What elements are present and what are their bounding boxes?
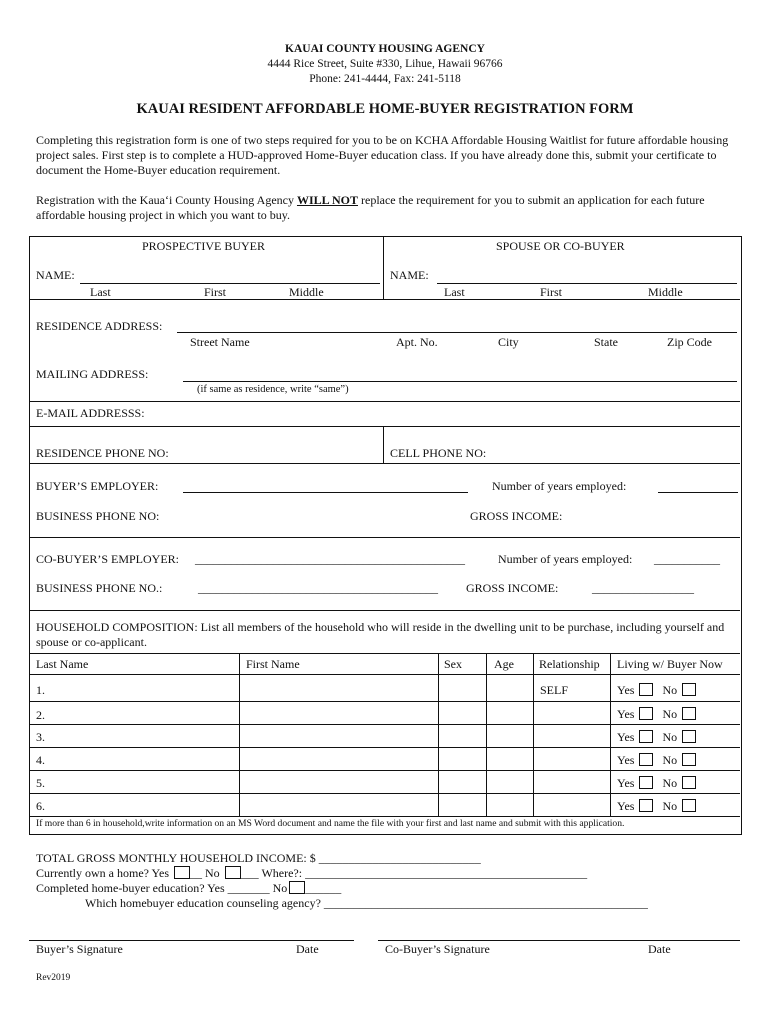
buyer-first-label: First (204, 285, 227, 299)
yes-checkbox[interactable] (639, 730, 653, 743)
th-first-name: First Name (246, 657, 300, 671)
agency-phone: Phone: 241-4444, Fax: 241-5118 (309, 73, 461, 85)
state-label: State (594, 335, 618, 349)
education-line: Completed home-buyer education? Yes _______ No ______ (36, 881, 342, 895)
living-yes-no: Yes No (617, 683, 696, 698)
table-row-rule (29, 747, 740, 748)
own-home-no-checkbox[interactable] (225, 866, 241, 879)
intro-paragraph-1: Completing this registration form is one of two steps required for you to be on KCHA Affordable Housing Waitlist for future affordable housing project sales. First step is to complete a HUD-approved Home-Buyer education class. If you have already done this, submit your certificate to document the Home-Buyer education requirement. (36, 133, 729, 177)
cobuyer-name-label: NAME: (390, 268, 429, 282)
no-checkbox[interactable] (682, 683, 696, 696)
residence-address-label: RESIDENCE ADDRESS: (36, 319, 163, 333)
table-row: 4. (36, 753, 45, 767)
revision-label: Rev2019 (36, 973, 71, 983)
yes-checkbox[interactable] (639, 799, 653, 812)
buyer-signature-field[interactable] (29, 940, 354, 941)
cobuyer-business-phone-label: BUSINESS PHONE NO.: (36, 581, 163, 595)
th-age: Age (494, 657, 514, 671)
col-prospective-buyer: PROSPECTIVE BUYER (142, 239, 266, 253)
no-checkbox[interactable] (682, 753, 696, 766)
cobuyer-last-label: Last (444, 285, 465, 299)
table-row: 2. (36, 708, 45, 722)
row-divider (29, 463, 740, 464)
cobuyer-employer-field[interactable]: _____________________________________________ (195, 552, 465, 566)
buyer-last-label: Last (90, 285, 111, 299)
living-yes-no: Yes No (617, 776, 696, 791)
no-checkbox[interactable] (682, 730, 696, 743)
buyer-name-field[interactable] (80, 283, 380, 284)
intro-paragraph-2: Registration with the Kaua‘i County Housing Agency WILL NOT replace the requirement for you to submit an application for each future affordable housing project in which you want to buy. (36, 193, 705, 222)
th-living-with-buyer: Living w/ Buyer Now (617, 657, 723, 671)
form-title: KAUAI RESIDENT AFFORDABLE HOME-BUYER REGISTRATION FORM (136, 101, 634, 117)
agency-address: 4444 Rice Street, Suite #330, Lihue, Hawaii 96766 (267, 58, 503, 70)
mailing-address-label: MAILING ADDRESS: (36, 367, 149, 381)
table-row-rule (29, 724, 740, 725)
no-checkbox[interactable] (682, 799, 696, 812)
cobuyer-employer-label: CO-BUYER’S EMPLOYER: (36, 552, 180, 566)
table-row-rule (29, 701, 740, 702)
row-divider (29, 610, 740, 611)
phone-column-divider (383, 426, 384, 463)
mailing-address-field[interactable] (183, 381, 737, 382)
street-name-label: Street Name (190, 335, 250, 349)
buyer-signature-label: Buyer’s Signature (36, 942, 123, 956)
relationship-self: SELF (540, 683, 569, 697)
table-row: 3. (36, 730, 45, 744)
col-spouse-cobuyer: SPOUSE OR CO-BUYER (496, 239, 625, 253)
buyer-employer-label: BUYER’S EMPLOYER: (36, 479, 159, 493)
table-row-rule (29, 770, 740, 771)
residence-phone-label: RESIDENCE PHONE NO: (36, 446, 169, 460)
table-row: 1. (36, 683, 45, 697)
yes-checkbox[interactable] (639, 683, 653, 696)
table-row: 5. (36, 776, 45, 790)
buyer-years-employed-label: Number of years employed: (492, 479, 627, 493)
living-yes-no: Yes No (617, 730, 696, 745)
buyer-years-employed-field[interactable] (658, 492, 738, 493)
cobuyer-signature-field[interactable] (378, 940, 740, 941)
buyer-gross-income-label: GROSS INCOME: (470, 509, 563, 523)
living-yes-no: Yes No (617, 707, 696, 722)
cobuyer-gross-income-label: GROSS INCOME: (466, 581, 559, 595)
residence-address-field[interactable] (177, 332, 737, 333)
cobuyer-gross-income-field[interactable]: _________________ (592, 581, 694, 595)
overflow-note: If more than 6 in household,write information on an MS Word document and name the file with your first and last name and submit with this application. (36, 818, 625, 829)
own-home-yes-checkbox[interactable] (174, 866, 190, 879)
yes-checkbox[interactable] (639, 776, 653, 789)
th-sex: Sex (444, 657, 462, 671)
own-home-line: Currently own a home? Yes __ No ___ Where?: _______________________________________________ (36, 866, 588, 880)
row-divider (29, 299, 740, 300)
row-divider (29, 537, 740, 538)
total-income-line[interactable]: TOTAL GROSS MONTHLY HOUSEHOLD INCOME: $ ___________________________ (36, 851, 481, 865)
yes-checkbox[interactable] (639, 707, 653, 720)
mailing-note: (if same as residence, write “same”) (197, 384, 349, 395)
row-divider (29, 401, 740, 402)
living-yes-no: Yes No (617, 799, 696, 814)
email-label: E-MAIL ADDRESSS: (36, 406, 145, 420)
zip-code-label: Zip Code (667, 335, 712, 349)
cobuyer-first-label: First (540, 285, 563, 299)
living-yes-no: Yes No (617, 753, 696, 768)
city-label: City (498, 335, 519, 349)
household-table-top (29, 653, 740, 654)
cell-phone-label: CELL PHONE NO: (390, 446, 487, 460)
education-no-checkbox[interactable] (289, 881, 305, 894)
cobuyer-name-field[interactable] (437, 283, 737, 284)
apt-no-label: Apt. No. (396, 335, 438, 349)
table-row: 6. (36, 799, 45, 813)
agency-name: KAUAI COUNTY HOUSING AGENCY (285, 43, 485, 55)
cobuyer-signature-label: Co-Buyer’s Signature (385, 942, 490, 956)
counseling-agency-line[interactable]: Which homebuyer education counseling agency? ______________________________________________________ (85, 896, 648, 910)
no-checkbox[interactable] (682, 776, 696, 789)
buyer-business-phone-label: BUSINESS PHONE NO: (36, 509, 160, 523)
table-row-rule (29, 816, 740, 817)
buyer-date-label: Date (296, 942, 319, 956)
cobuyer-business-phone-field[interactable]: ________________________________________ (198, 581, 438, 595)
buyer-name-label: NAME: (36, 268, 75, 282)
cobuyer-years-employed-field[interactable]: ___________ (654, 552, 720, 566)
buyer-middle-label: Middle (289, 285, 324, 299)
table-row-rule (29, 793, 740, 794)
buyer-employer-field[interactable] (183, 492, 468, 493)
will-not-emphasis: WILL NOT (296, 193, 358, 207)
cobuyer-middle-label: Middle (648, 285, 683, 299)
cobuyer-years-employed-label: Number of years employed: (498, 552, 633, 566)
row-divider (29, 426, 740, 427)
cobuyer-date-label: Date (648, 942, 671, 956)
no-checkbox[interactable] (682, 707, 696, 720)
th-relationship: Relationship (539, 657, 600, 671)
name-column-divider (383, 236, 384, 299)
household-table-header-rule (29, 674, 740, 675)
household-composition-intro: HOUSEHOLD COMPOSITION: List all members of the household who will reside in the dwelling unit to be purchase, including yourself and spouse or co-applicant. (36, 620, 725, 649)
yes-checkbox[interactable] (639, 753, 653, 766)
th-last-name: Last Name (36, 657, 89, 671)
